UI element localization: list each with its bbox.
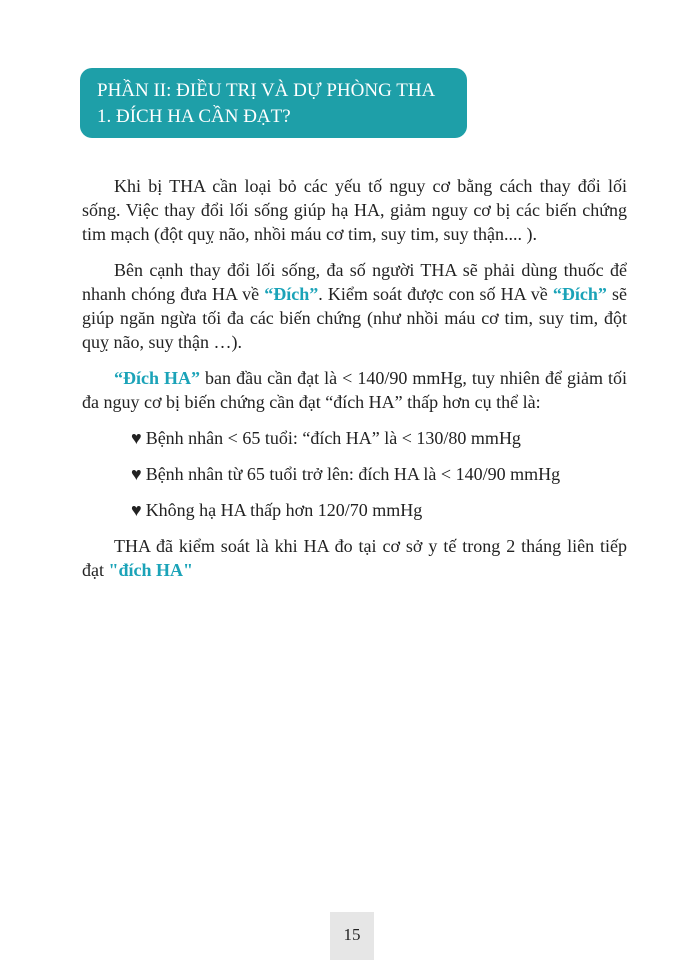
paragraph-target — [82, 366, 627, 414]
section-title: PHẦN II: ĐIỀU TRỊ VÀ DỰ PHÒNG THA — [97, 80, 436, 101]
list-item — [82, 498, 627, 522]
paragraph-medication — [82, 258, 627, 354]
list-item — [82, 462, 627, 486]
paragraph-text: THA đã kiểm soát là khi HA đo tại cơ sở y tế trong 2 tháng liên tiếp đạt — [82, 536, 627, 580]
target-list — [82, 426, 627, 522]
section-subtitle: 1. ĐÍCH HA CẦN ĐẠT? — [97, 106, 291, 127]
list-item — [82, 426, 627, 450]
paragraph-controlled — [82, 534, 627, 582]
list-item-text: Bệnh nhân từ 65 tuổi trở lên: đích HA là < 140/90 mmHg — [145, 464, 561, 484]
paragraph-lifestyle: Khi bị THA cần loại bỏ các yếu tố nguy cơ bằng cách thay đổi lối sống. Việc thay đổi lối sống giúp hạ HA, giảm nguy cơ bị các biến chứng tim mạch (đột quỵ não, nhồi máu cơ tim, suy tim, suy thận.... ). — [82, 176, 627, 244]
paragraph-text: . Kiểm soát được con số HA về — [318, 284, 553, 304]
paragraph-text: sẽ giúp ngăn ngừa tối đa các biến chứng (như nhồi máu cơ tim, suy tim, đột quỵ não, suy thận …). — [82, 284, 627, 352]
page-number: 15 — [330, 912, 374, 960]
highlight-term: "đích HA" — [108, 560, 193, 580]
heart-icon: ♥ — [131, 428, 142, 448]
highlight-term: “Đích” — [552, 284, 607, 304]
body-text — [82, 174, 627, 594]
highlight-term: “Đích” — [264, 284, 319, 304]
highlight-term: “Đích HA” — [114, 368, 201, 388]
list-item-text: Không hạ HA thấp hơn 120/70 mmHg — [145, 500, 423, 520]
heart-icon: ♥ — [131, 500, 142, 520]
heart-icon: ♥ — [131, 464, 142, 484]
list-item-text: Bệnh nhân < 65 tuổi: “đích HA” là < 130/80 mmHg — [145, 428, 521, 448]
paragraph-text: ban đầu cần đạt là < 140/90 mmHg, tuy nhiên để giảm tối đa nguy cơ bị biến chứng cần đạt “đích HA” thấp hơn cụ thể là: — [82, 368, 627, 412]
section-header — [80, 68, 467, 138]
paragraph-text: Bên cạnh thay đổi lối sống, đa số người THA sẽ phải dùng thuốc để nhanh chóng đưa HA về — [82, 260, 627, 304]
